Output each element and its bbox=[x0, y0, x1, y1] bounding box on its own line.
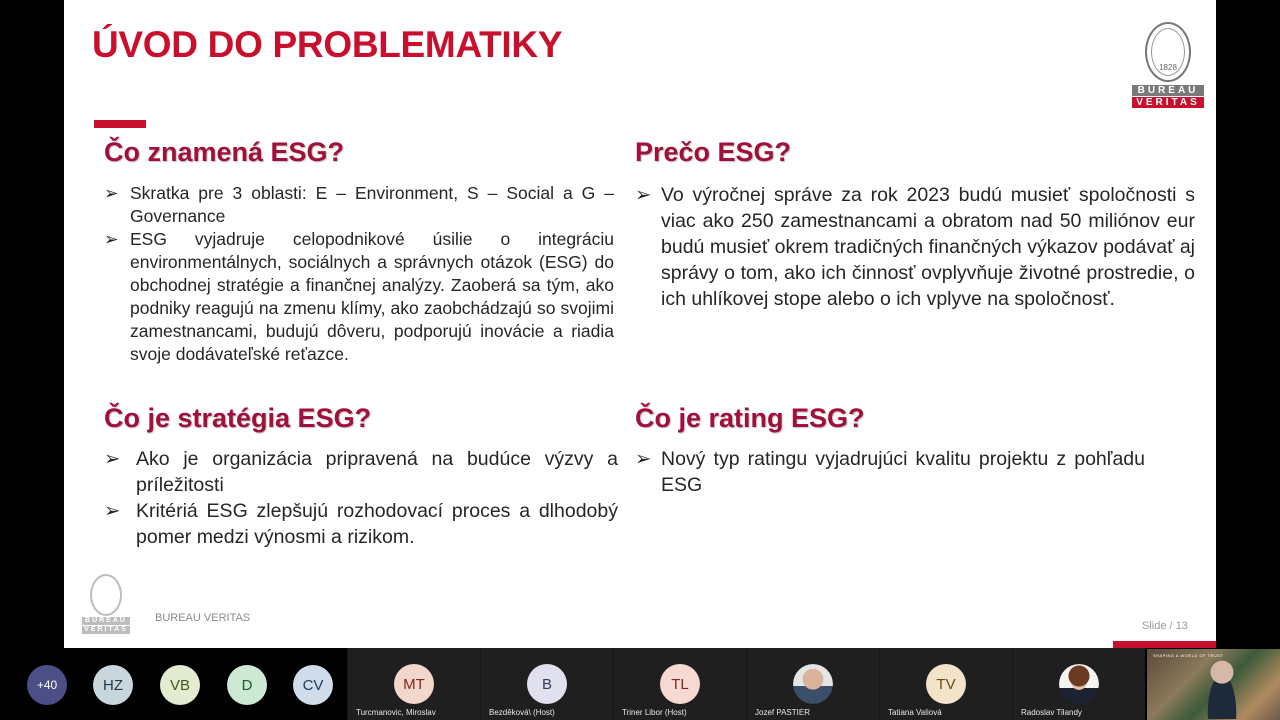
section-what-is-esg bbox=[104, 136, 614, 366]
bullet-item: ➢ Vo výročnej správe za rok 2023 budú musieť spoločnosti s viac ako 250 zamestnancami a obratom nad 50 miliónov eur budú musieť okrem tradičných finančných výkazov podávať aj správy o tom, ako ich činnosť ovplyvňuje životné prostredie, o ich uhlíkovej stope alebo o ich vplyve na spoločnosť. bbox=[635, 184, 1195, 310]
participant-avatar: TV bbox=[926, 664, 966, 704]
more-participants-button[interactable]: +40 bbox=[27, 665, 67, 705]
section-heading: Čo je stratégia ESG? bbox=[104, 403, 372, 433]
footer-seal-icon bbox=[90, 574, 122, 616]
bullet-item: ➢ ESG vyjadruje celopodnikové úsilie o integráciu environmentálnych, sociálnych a správnych otázok (ESG) do obchodnej stratégie a finančnej analýzy. Zaoberá sa tým, ako podniky reagujú na zmenu klímy, ako zaobchádzajú so svojimi zamestnancami, budujú dôveru, podporujú inovácie a riadia svoje dodávateľské reťazce. bbox=[104, 229, 614, 364]
bullet-item: ➢ Skratka pre 3 oblasti: E – Environment, S – Social a G – Governance bbox=[104, 183, 614, 226]
arrow-bullet-icon: ➢ bbox=[104, 229, 119, 249]
participant-tile[interactable] bbox=[613, 648, 746, 720]
bullet-item: ➢ Ako je organizácia pripravená na budúce výzvy a príležitosti bbox=[104, 448, 618, 496]
presentation-slide bbox=[64, 0, 1216, 648]
participant-avatar: TL bbox=[660, 664, 700, 704]
participant-name: Jozef PASTIER bbox=[755, 708, 810, 717]
participant-photo bbox=[1059, 664, 1099, 704]
logo-word-veritas: VERITAS bbox=[1132, 97, 1204, 108]
presenter-video[interactable] bbox=[1147, 649, 1280, 720]
participant-avatar[interactable]: D bbox=[227, 665, 267, 705]
bullet-item: ➢ Nový typ ratingu vyjadrujúci kvalitu projektu z pohľadu ESG bbox=[635, 448, 1145, 496]
participant-name: Radoslav Tilandy bbox=[1021, 708, 1082, 717]
participant-avatar: MT bbox=[394, 664, 434, 704]
section-why-esg bbox=[635, 136, 1195, 312]
footer-accent-bar bbox=[1113, 641, 1216, 648]
arrow-bullet-icon: ➢ bbox=[104, 183, 119, 203]
participant-avatar: B bbox=[527, 664, 567, 704]
profile-photo-icon bbox=[1059, 664, 1099, 704]
participant-name: Turcmanovic, Miroslav bbox=[356, 708, 436, 717]
section-esg-strategy bbox=[104, 402, 618, 550]
presenter-figure bbox=[1202, 659, 1242, 719]
participant-photo bbox=[793, 664, 833, 704]
slide-number: Slide / 13 bbox=[1142, 620, 1188, 632]
section-heading: Čo znamená ESG? bbox=[104, 137, 345, 167]
participant-avatar[interactable]: VB bbox=[160, 665, 200, 705]
video-overlay-text: SHAPING A WORLD OF TRUST bbox=[1153, 653, 1224, 658]
arrow-bullet-icon: ➢ bbox=[635, 184, 652, 206]
profile-photo-icon bbox=[793, 664, 833, 704]
arrow-bullet-icon: ➢ bbox=[104, 448, 121, 470]
participant-tile[interactable] bbox=[879, 648, 1012, 720]
slide-title: ÚVOD DO PROBLEMATIKY bbox=[92, 24, 563, 65]
bureau-veritas-logo bbox=[1132, 22, 1204, 108]
arrow-bullet-icon: ➢ bbox=[635, 448, 652, 470]
section-heading: Čo je rating ESG? bbox=[635, 403, 865, 433]
participant-tile[interactable] bbox=[746, 648, 879, 720]
seal-icon: 1828 bbox=[1145, 22, 1191, 82]
participant-tile[interactable] bbox=[480, 648, 613, 720]
footer-brand: BUREAU VERITAS bbox=[155, 612, 251, 624]
participant-avatar[interactable]: HZ bbox=[93, 665, 133, 705]
participant-tile[interactable] bbox=[1012, 648, 1145, 720]
participant-name: Tatiana Valiová bbox=[888, 708, 942, 717]
section-heading: Prečo ESG? bbox=[635, 137, 792, 167]
bullet-item: ➢ Kritériá ESG zlepšujú rozhodovací proces a dlhodobý pomer medzi výnosmi a rizikom. bbox=[104, 500, 618, 548]
footer-logo: BUREAU VERITAS bbox=[82, 574, 130, 634]
participant-name: Triner Libor (Host) bbox=[622, 708, 687, 717]
arrow-bullet-icon: ➢ bbox=[104, 500, 121, 522]
participant-avatar[interactable]: CV bbox=[293, 665, 333, 705]
section-esg-rating bbox=[635, 402, 1145, 498]
accent-bar bbox=[94, 120, 146, 128]
participant-tile[interactable] bbox=[347, 648, 480, 720]
participant-name: Bezděková\ (Host) bbox=[489, 708, 555, 717]
logo-word-bureau: BUREAU bbox=[1132, 85, 1204, 96]
